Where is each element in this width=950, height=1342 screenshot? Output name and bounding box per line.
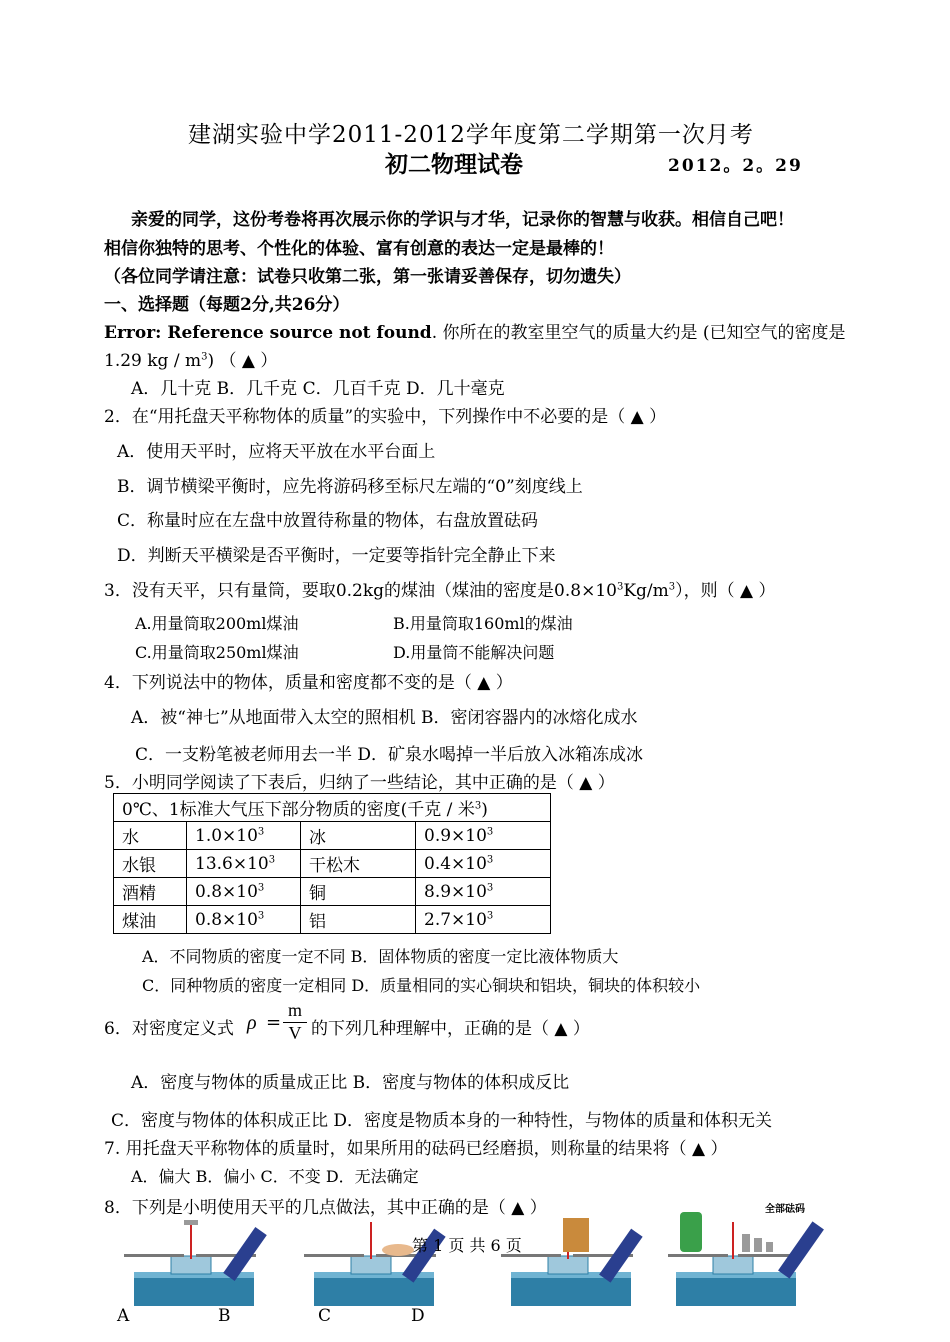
reference-error: Error: Reference source not found [104,323,432,343]
density-fraction [283,1000,307,1045]
question-1-stem-cont: 1.29 kg / $m^3$) （ ▲ ） [104,351,278,371]
table-cell-density: $0.8\times 10^3$ [187,878,301,906]
section-heading: 一、选择题（每题2分,共26分） [104,295,350,315]
image-label-c: C [318,1306,332,1326]
table-caption-row [114,794,551,822]
page-number: 第 1 页 共 6 页 [412,1236,522,1255]
table-cell-density: $13.6\times 10^3$ [187,850,301,878]
intro-line-1: 亲爱的同学，这份考卷将再次展示你的学识与才华，记录你的智慧与收获。相信自己吧！ [131,210,794,230]
paper-title: 初二物理试卷 [385,151,523,178]
table-cell-density: $1.0\times 10^3$ [187,822,301,850]
question-3-option-b: B.用量筒取160ml的煤油 [393,614,573,633]
table-row [114,822,551,850]
question-7-options: A．偏大 B．偏小 C．不变 D．无法确定 [131,1167,419,1186]
question-8-stem: 8．下列是小明使用天平的几点做法，其中正确的是（ ▲ ） [104,1198,547,1218]
image-label-a: A [117,1306,130,1326]
question-3-option-c: C.用量筒取250ml煤油 [135,643,299,662]
question-4-options-ab: A．被“神七”从地面带入太空的照相机 B．密闭容器内的冰熔化成水 [131,708,638,728]
equals-sign: = [266,1012,282,1033]
exam-date: 2012。2。29 [668,156,803,176]
question-2-option-d: D．判断天平横梁是否平衡时，一定要等指针完全静止下来 [117,546,556,566]
density-table [113,793,551,934]
table-cell-density: $0.8\times 10^3$ [187,906,301,934]
question-1-options: A．几十克 B．几千克 C．几百千克 D．几十毫克 [131,379,505,399]
table-caption: 0℃、1标准大气压下部分物质的密度(千克 / 米$^3$) [114,794,551,822]
question-6-options-ab: A．密度与物体的质量成正比 B．密度与物体的体积成反比 [131,1073,570,1093]
table-cell-substance: 冰 [301,822,416,850]
weights-caption: 全部砝码 [765,1204,805,1215]
question-5-options-ab: A．不同物质的密度一定不同 B．固体物质的密度一定比液体物质大 [142,947,619,966]
balance-illustration-b [296,1214,461,1314]
fraction-numerator: m [287,1000,302,1020]
table-cell-density: $0.4\times 10^3$ [416,850,551,878]
question-7-stem: 7. 用托盘天平称物体的质量时，如果所用的砝码已经磨损，则称量的结果将（ ▲ ） [104,1139,728,1159]
question-2-stem: 2．在“用托盘天平称物体的质量”的实验中，下列操作中不必要的是（ ▲ ） [104,407,667,427]
table-row [114,878,551,906]
question-6-options-cd: C．密度与物体的体积成正比 D．密度是物质本身的一种特性，与物体的质量和体积无关 [111,1111,773,1131]
fraction-denominator: V [288,1023,302,1043]
question-3-option-a: A.用量筒取200ml煤油 [135,614,299,633]
table-cell-substance: 水银 [114,850,187,878]
question-1-stem: Error: Reference source not found. 你所在的教室里空气的质量大约是 (已知空气的密度是 [104,323,846,343]
table-cell-substance: 干松木 [301,850,416,878]
table-row [114,850,551,878]
table-cell-density: $2.7\times 10^3$ [416,906,551,934]
question-5-options-cd: C．同种物质的密度一定相同 D．质量相同的实心铜块和铝块，铜块的体积较小 [142,976,701,995]
question-6-stem-b: 的下列几种理解中，正确的是（ ▲ ） [311,1019,590,1039]
table-cell-substance: 酒精 [114,878,187,906]
table-cell-substance: 铜 [301,878,416,906]
image-label-b: B [218,1306,231,1326]
question-4-stem: 4．下列说法中的物体，质量和密度都不变的是（ ▲ ） [104,673,513,693]
intro-note: （各位同学请注意：试卷只收第二张，第一张请妥善保存，切勿遗失） [104,267,631,287]
image-label-d: D [411,1306,425,1326]
question-6-stem-a: 6．对密度定义式 [104,1019,234,1039]
table-cell-substance: 煤油 [114,906,187,934]
table-cell-density: $8.9\times 10^3$ [416,878,551,906]
intro-line-2: 相信你独特的思考、个性化的体验、富有创意的表达一定是最棒的！ [104,239,614,259]
question-5-stem: 5．小明同学阅读了下表后，归纳了一些结论，其中正确的是（ ▲ ） [104,773,615,793]
table-cell-substance: 铝 [301,906,416,934]
question-2-option-b: B．调节横梁平衡时，应先将游码移至标尺左端的“0”刻度线上 [117,477,583,497]
balance-illustration-d [666,1200,826,1314]
question-3-stem: 3．没有天平，只有量筒，要取0.2kg的煤油（煤油的密度是$0.8\times 10^3Kg/m^3$），则（ ▲ ） [104,581,776,601]
table-cell-substance: 水 [114,822,187,850]
table-cell-density: $0.9\times 10^3$ [416,822,551,850]
school-title: 建湖实验中学2011-2012学年度第二学期第一次月考 [188,122,754,148]
question-3-option-d: D.用量筒不能解决问题 [393,643,555,662]
table-row [114,906,551,934]
question-2-option-a: A．使用天平时，应将天平放在水平台面上 [117,442,436,462]
question-2-option-c: C．称量时应在左盘中放置待称量的物体，右盘放置砝码 [117,511,539,531]
question-4-options-cd: C．一支粉笔被老师用去一半 D．矿泉水喝掉一半后放入冰箱冻成冰 [135,745,644,765]
rho-symbol: ρ [247,1012,257,1034]
balance-illustration-c [493,1214,648,1314]
balance-illustration-a [116,1214,271,1314]
